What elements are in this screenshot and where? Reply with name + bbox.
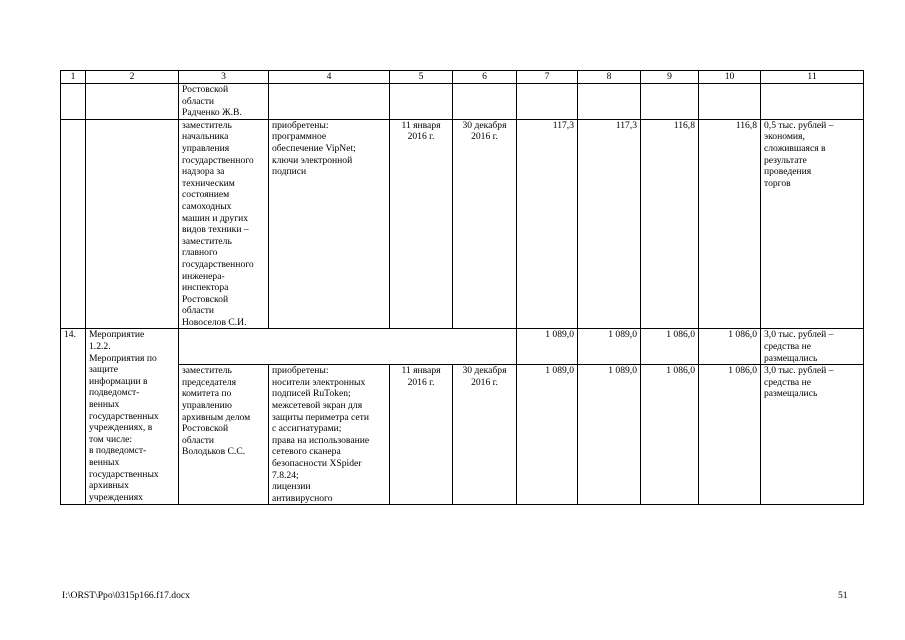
table-cell xyxy=(61,119,86,329)
amount-cell: 117,3 xyxy=(517,119,578,329)
column-number: 11 xyxy=(761,71,864,84)
table-row xyxy=(61,329,864,365)
amount-cell: 116,8 xyxy=(641,119,699,329)
table-cell xyxy=(641,84,699,120)
start-date-cell: 11 января 2016 г. xyxy=(390,365,453,505)
column-number: 10 xyxy=(699,71,761,84)
amount-cell: 1 089,0 xyxy=(517,329,578,365)
column-number: 3 xyxy=(179,71,269,84)
table-cell xyxy=(61,84,86,120)
table-cell xyxy=(761,84,864,120)
amount-cell: 1 086,0 xyxy=(641,365,699,505)
table-row xyxy=(61,119,864,329)
table-cell xyxy=(453,84,517,120)
responsible-person-cell: заместитель начальника управления государственного надзора за техническим состоянием самоходных машин и других видов техники – заместитель главного государственного инженера- инспектора Ростовской области Новоселов С.И. xyxy=(179,119,269,329)
page-number: 51 xyxy=(838,590,848,601)
note-cell: 0,5 тыс. рублей – экономия, сложившаяся в результате проведения торгов xyxy=(761,119,864,329)
column-number: 9 xyxy=(641,71,699,84)
amount-cell: 116,8 xyxy=(699,119,761,329)
start-date-cell: 11 января 2016 г. xyxy=(390,119,453,329)
merged-empty-cell xyxy=(179,329,517,365)
report-table xyxy=(60,70,864,505)
amount-cell: 1 089,0 xyxy=(578,329,641,365)
end-date-cell: 30 декабря 2016 г. xyxy=(453,365,517,505)
note-cell: 3,0 тыс. рублей – средства не размещались xyxy=(761,365,864,505)
amount-cell: 1 089,0 xyxy=(578,365,641,505)
amount-cell: 1 086,0 xyxy=(699,329,761,365)
column-number: 7 xyxy=(517,71,578,84)
table-cell xyxy=(578,84,641,120)
row-number-cell: 14. xyxy=(61,329,86,505)
table-cell xyxy=(517,84,578,120)
column-number: 1 xyxy=(61,71,86,84)
file-path-footer: I:\ORST\Ppo\0315p166.f17.docx xyxy=(62,590,190,601)
responsible-person-cell: заместитель председателя комитета по управлению архивным делом Ростовской области Володьков С.С. xyxy=(179,365,269,505)
measure-name-cell: Мероприятие 1.2.2. Мероприятия по защите информации в подведомст- венных государственных учреждениях, в том числе: в подведомст- венных государственных архивных учреждениях xyxy=(86,329,179,505)
table-cell xyxy=(699,84,761,120)
column-number: 2 xyxy=(86,71,179,84)
amount-cell: 117,3 xyxy=(578,119,641,329)
table-row xyxy=(61,365,864,505)
column-number: 8 xyxy=(578,71,641,84)
table-cell xyxy=(86,119,179,329)
amount-cell: 1 089,0 xyxy=(517,365,578,505)
end-date-cell: 30 декабря 2016 г. xyxy=(453,119,517,329)
table-cell xyxy=(269,84,390,120)
result-description-cell: приобретены: носители электронных подписей RuToken; межсетевой экран для защиты периметра сети с ассигнатурами; права на использование сетевого сканера безопасности XSpider 7.8.24; лицензии антивирусного xyxy=(269,365,390,505)
column-number-row xyxy=(61,71,864,84)
table-cell xyxy=(86,84,179,120)
note-cell: 3,0 тыс. рублей – средства не размещались xyxy=(761,329,864,365)
table-cell xyxy=(390,84,453,120)
responsible-person-cell: Ростовской области Радченко Ж.В. xyxy=(179,84,269,120)
table-row xyxy=(61,84,864,120)
amount-cell: 1 086,0 xyxy=(641,329,699,365)
column-number: 4 xyxy=(269,71,390,84)
column-number: 5 xyxy=(390,71,453,84)
result-description-cell: приобретены: программное обеспечение VipNet; ключи электронной подписи xyxy=(269,119,390,329)
amount-cell: 1 086,0 xyxy=(699,365,761,505)
column-number: 6 xyxy=(453,71,517,84)
